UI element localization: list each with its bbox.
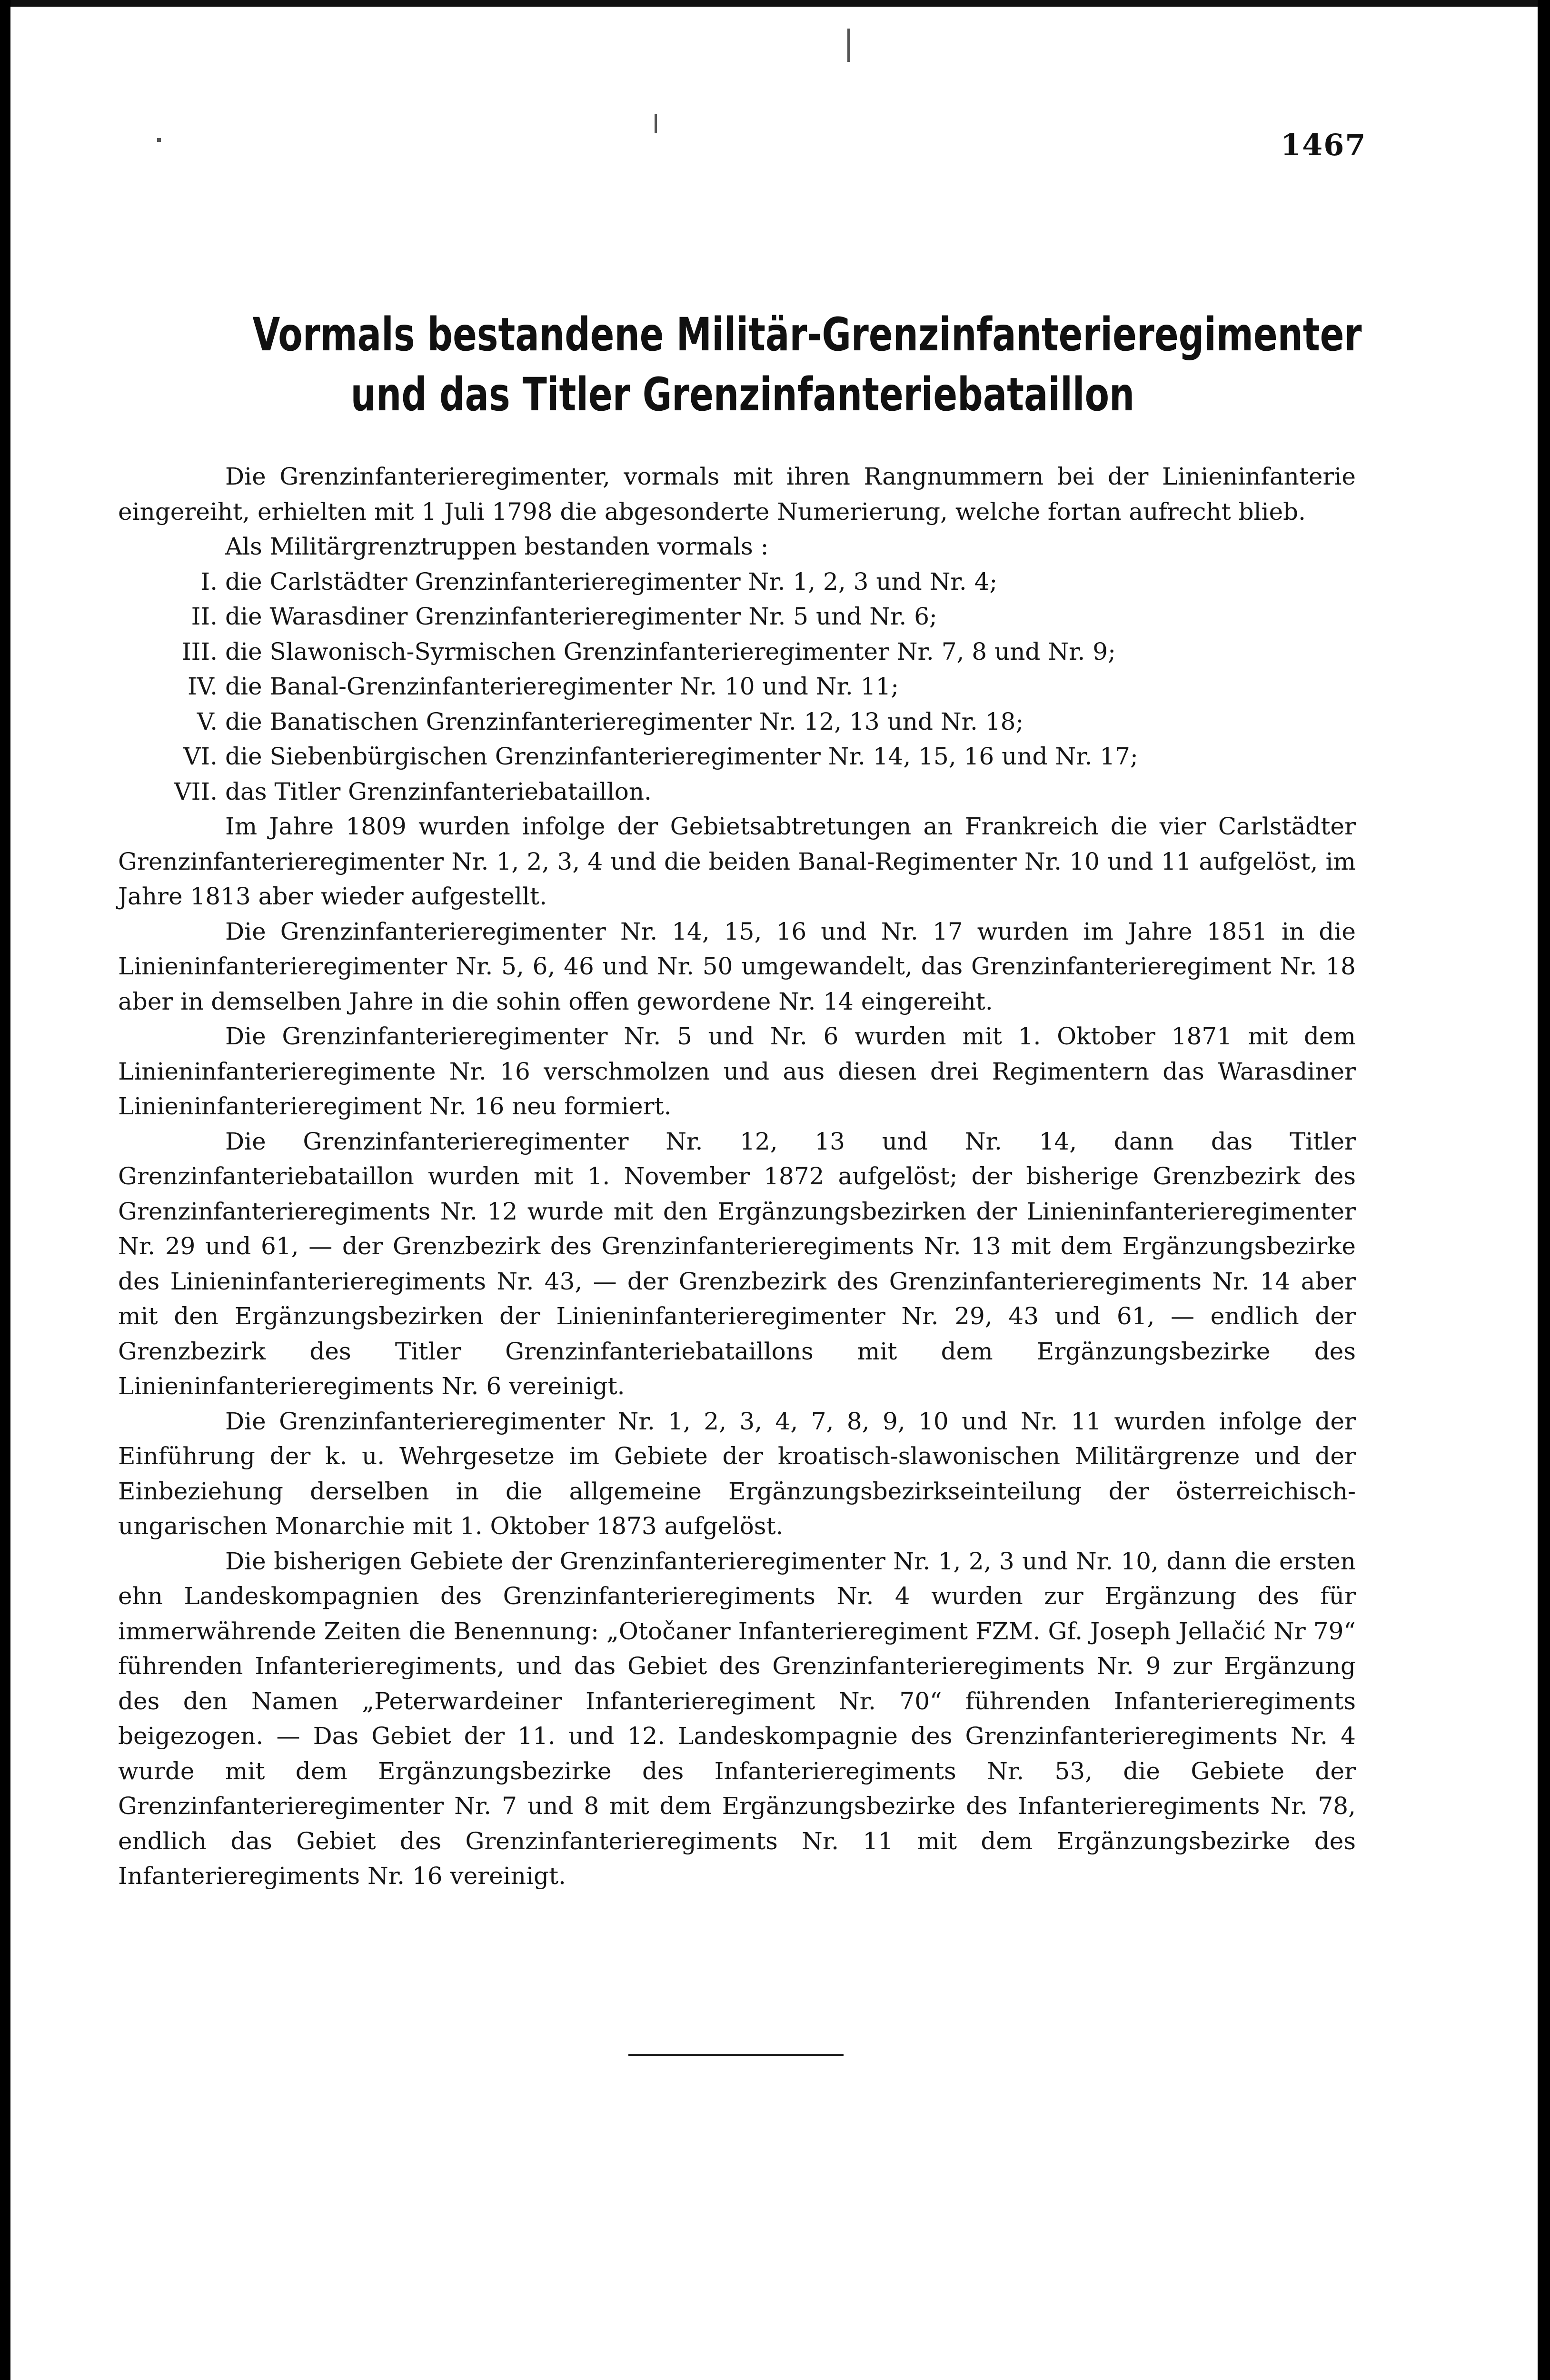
- list-item: [118, 704, 1356, 740]
- scan-speck: [655, 114, 657, 133]
- scan-border-top: [0, 0, 1550, 7]
- list-item-text: die Siebenbürgischen Grenzinfanterieregimenter Nr. 14, 15, 16 und Nr. 17;: [225, 743, 1138, 770]
- list-intro: Als Militärgrenztruppen bestanden vormals :: [225, 533, 769, 560]
- list-item-number: III.: [181, 637, 218, 665]
- list-item: [118, 774, 1356, 810]
- paragraph-1851: Die Grenzinfanterieregimenter Nr. 14, 15, 16 und Nr. 17 wurden im Jahre 1851 in die Linieninfanterieregimenter Nr. 5, 6, 46 und Nr. 50 umgewandelt, das Grenzinfanterieregiment Nr. 18 aber in demselben Jahre in die sohin offen gewordene Nr. 14 eingereiht.: [118, 917, 1356, 1015]
- title-line-1: Vormals bestandene Militär-Grenzinfanterieregimenter: [252, 308, 1362, 361]
- list-item-text: die Banal-Grenzinfanterieregimenter Nr. 10 und Nr. 11;: [225, 673, 899, 700]
- list-item-text: die Banatischen Grenzinfanterieregimenter Nr. 12, 13 und Nr. 18;: [225, 707, 1024, 735]
- list-item: [118, 739, 1356, 774]
- list-item-number: II.: [191, 603, 218, 630]
- list-item-text: das Titler Grenzinfanteriebataillon.: [225, 777, 652, 805]
- scan-border-left: [0, 0, 10, 2380]
- title-line-2: und das Titler Grenzinfanteriebataillon: [350, 368, 1135, 421]
- scan-border-right: [1538, 0, 1550, 2380]
- scan-speck: [157, 138, 161, 142]
- end-divider-rule: [628, 2054, 844, 2056]
- paragraph-1809: Im Jahre 1809 wurden infolge der Gebietsabtretungen an Frankreich die vier Carlstädter Grenzinfanterieregimenter Nr. 1, 2, 3, 4 und die beiden Banal-Regimenter Nr. 10 und 11 aufgelöst, im Jahre 1813 aber wieder aufgestellt.: [118, 813, 1356, 910]
- list-item-text: die Carlstädter Grenzinfanterieregimenter Nr. 1, 2, 3 und Nr. 4;: [225, 567, 998, 595]
- scan-speck: [847, 29, 850, 62]
- paragraph-1873: Die Grenzinfanterieregimenter Nr. 1, 2, 3, 4, 7, 8, 9, 10 und Nr. 11 wurden infolge der Einführung der k. u. Wehrgesetze im Gebiete der kroatisch-slawonischen Militärgrenze und der Einbeziehung derselben in die allgemeine Ergänzungsbezirkseinteilung der österreichisch-ungarischen Monarchie mit 1. Oktober 1873 aufgelöst.: [118, 1407, 1356, 1540]
- list-item-text: die Slawonisch-Syrmischen Grenzinfanterieregimenter Nr. 7, 8 und Nr. 9;: [225, 637, 1116, 665]
- list-item-number: V.: [197, 707, 218, 735]
- body-text: [118, 459, 1356, 1894]
- paragraph-gebiete: Die bisherigen Gebiete der Grenzinfanterieregimenter Nr. 1, 2, 3 und Nr. 10, dann die ersten ehn Landeskompagnien des Grenzinfanterieregiments Nr. 4 wurden zur Ergänzung des für immerwährende Zeiten die Benennung: „Otočaner Infanterieregiment FZM. Gf. Joseph Jellačić Nr 79“ führenden Infanterieregiments, und das Gebiet des Grenzinfanterieregiments Nr. 9 zur Ergänzung des den Namen „Peterwardeiner Infanterieregiment Nr. 70“ führenden Infanterieregiments beigezogen. — Das Gebiet der 11. und 12. Landeskompagnie des Grenzinfanterieregiments Nr. 4 wurde mit dem Ergänzungsbezirke des Infanterieregiments Nr. 53, die Gebiete der Grenzinfanterieregimenter Nr. 7 und 8 mit dem Ergänzungsbezirke des Infanterieregiments Nr. 78, endlich das Gebiet des Grenzinfanterieregiments Nr. 11 mit dem Ergänzungsbezirke des Infanterieregiments Nr. 16 vereinigt.: [118, 1547, 1356, 1890]
- list-item-number: VII.: [174, 777, 218, 805]
- list-item: [118, 669, 1356, 704]
- list-item-number: IV.: [187, 673, 218, 700]
- page-number: 1467: [1281, 128, 1367, 162]
- list-item-number: VI.: [183, 743, 218, 770]
- list-item: [118, 599, 1356, 635]
- page-title: [252, 305, 1362, 425]
- list-item-text: die Warasdiner Grenzinfanterieregimenter Nr. 5 und Nr. 6;: [225, 603, 937, 630]
- paragraph-1872: Die Grenzinfanterieregimenter Nr. 12, 13 und Nr. 14, dann das Titler Grenzinfanteriebataillon wurden mit 1. November 1872 aufgelöst; der bisherige Grenzbezirk des Grenzinfanterieregiments Nr. 12 wurde mit den Ergänzungsbezirken der Linieninfanterieregimenter Nr. 29 und 61, — der Grenzbezirk des Grenzinfanterieregiments Nr. 13 mit dem Ergänzungsbezirke des Linieninfanterieregiments Nr. 43, — der Grenzbezirk des Grenzinfanterieregiments Nr. 14 aber mit den Ergänzungsbezirken der Linieninfanterieregimenter Nr. 29, 43 und 61, — endlich der Grenzbezirk des Titler Grenzinfanteriebataillons mit dem Ergänzungsbezirke des Linieninfanterieregiments Nr. 6 vereinigt.: [118, 1127, 1356, 1400]
- list-item-number: I.: [200, 567, 218, 595]
- paragraph-1871: Die Grenzinfanterieregimenter Nr. 5 und Nr. 6 wurden mit 1. Oktober 1871 mit dem Linieninfanterieregimente Nr. 16 verschmolzen und aus diesen drei Regimentern das Warasdiner Linieninfanterieregiment Nr. 16 neu formiert.: [118, 1022, 1356, 1120]
- troop-list: [118, 565, 1356, 810]
- intro-paragraph: Die Grenzinfanterieregimenter, vormals mit ihren Rangnummern bei der Linieninfanterie eingereiht, erhielten mit 1 Juli 1798 die abgesonderte Numerierung, welche fortan aufrecht blieb.: [118, 463, 1356, 526]
- list-item: [118, 635, 1356, 670]
- list-item: [118, 565, 1356, 600]
